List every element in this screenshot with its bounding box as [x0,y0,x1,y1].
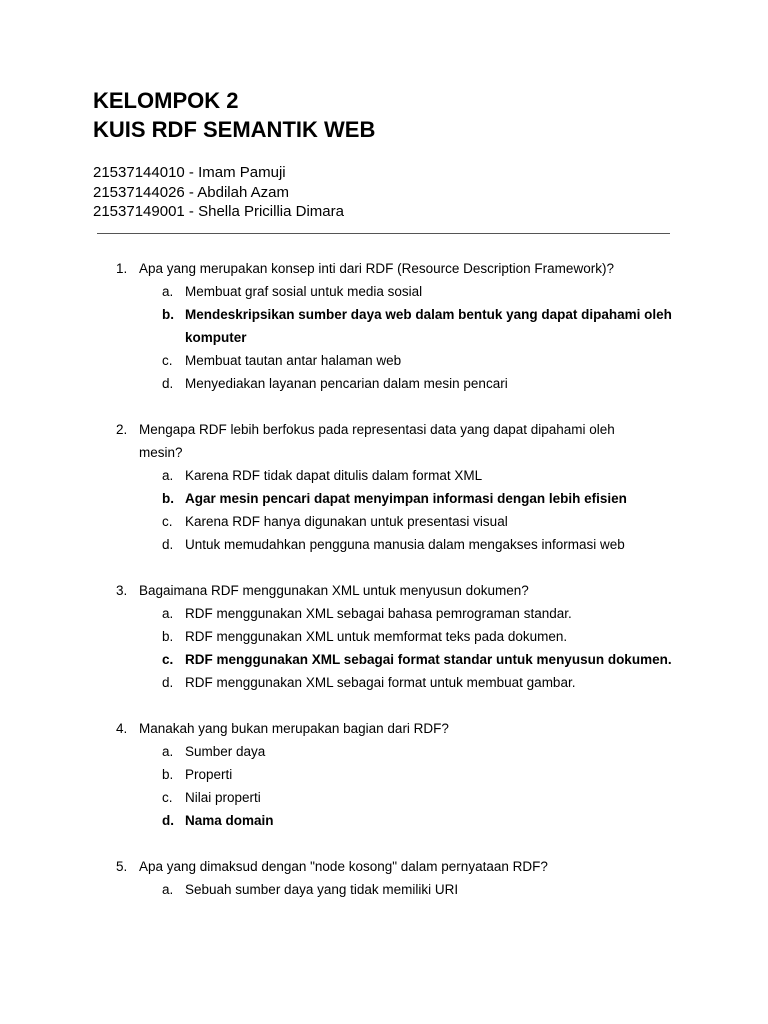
option-text: Properti [185,767,233,782]
member-item: 21537149001 - Shella Pricillia Dimara [93,203,344,220]
answer-options [0,464,768,556]
option-text: Mendeskripsikan sumber daya web dalam bentuk yang dapat dipahami oleh komputer [185,307,672,345]
horizontal-divider [97,233,670,234]
question-number: 5. [116,859,128,874]
option-text: Nama domain [185,813,274,828]
answer-option [162,786,675,809]
option-text: Nilai properti [185,790,261,805]
option-text: Sumber daya [185,744,266,759]
option-letter: d. [162,813,174,828]
answer-options [0,878,768,901]
question-number: 1. [116,261,128,276]
member-item: 21537144010 - Imam Pamuji [93,164,286,181]
option-letter: c. [162,514,173,529]
question-2 [0,418,768,556]
document-title [93,86,375,144]
option-letter: b. [162,491,174,506]
question-text: Bagaimana RDF menggunakan XML untuk menyusun dokumen? [139,583,529,598]
option-letter: a. [162,284,174,299]
answer-option [162,625,675,648]
question-number: 4. [116,721,128,736]
question-text: Apa yang merupakan konsep inti dari RDF (Resource Description Framework)? [139,261,614,276]
question-list [0,257,768,924]
option-text: Membuat tautan antar halaman web [185,353,402,368]
option-letter: d. [162,376,174,391]
answer-option-correct [162,303,675,349]
option-letter: b. [162,629,174,644]
answer-option-correct [162,809,675,832]
answer-option [162,349,675,372]
answer-option [162,280,675,303]
option-letter: a. [162,468,174,483]
option-text: Untuk memudahkan pengguna manusia dalam mengakses informasi web [185,537,625,552]
option-text: RDF menggunakan XML untuk memformat teks pada dokumen. [185,629,568,644]
member-list [93,163,344,222]
option-letter: d. [162,537,174,552]
title-group: KELOMPOK 2 [93,88,239,113]
answer-options [0,280,768,395]
answer-options [0,740,768,832]
question-text: Manakah yang bukan merupakan bagian dari RDF? [139,721,449,736]
question-4 [0,717,768,832]
answer-option [162,740,675,763]
answer-option [162,464,675,487]
option-letter: a. [162,744,174,759]
option-letter: a. [162,882,174,897]
option-text: Karena RDF tidak dapat ditulis dalam format XML [185,468,483,483]
answer-option [162,763,675,786]
answer-option-correct [162,648,675,671]
answer-option [162,602,675,625]
option-letter: d. [162,675,174,690]
answer-options [0,602,768,694]
option-text: Membuat graf sosial untuk media sosial [185,284,423,299]
option-text: RDF menggunakan XML sebagai format standar untuk menyusun dokumen. [185,652,672,667]
option-text: RDF menggunakan XML sebagai format untuk membuat gambar. [185,675,576,690]
option-letter: b. [162,307,174,322]
option-letter: c. [162,652,174,667]
question-text: Mengapa RDF lebih berfokus pada representasi data yang dapat dipahami oleh mesin? [139,422,615,460]
option-text: Sebuah sumber daya yang tidak memiliki URI [185,882,459,897]
question-number: 2. [116,422,128,437]
question-1 [0,257,768,395]
answer-option [162,533,675,556]
option-letter: c. [162,353,173,368]
answer-option [162,372,675,395]
question-3 [0,579,768,694]
option-letter: a. [162,606,174,621]
option-text: Menyediakan layanan pencarian dalam mesin pencari [185,376,508,391]
title-quiz: KUIS RDF SEMANTIK WEB [93,117,376,142]
answer-option [162,671,675,694]
question-number: 3. [116,583,128,598]
question-text: Apa yang dimaksud dengan "node kosong" dalam pernyataan RDF? [139,859,548,874]
option-letter: c. [162,790,173,805]
answer-option-correct [162,487,675,510]
option-text: RDF menggunakan XML sebagai bahasa pemrograman standar. [185,606,572,621]
option-text: Karena RDF hanya digunakan untuk presentasi visual [185,514,508,529]
option-letter: b. [162,767,174,782]
option-text: Agar mesin pencari dapat menyimpan informasi dengan lebih efisien [185,491,627,506]
answer-option [162,510,675,533]
question-5 [0,855,768,901]
member-item: 21537144026 - Abdilah Azam [93,183,289,201]
answer-option [162,878,675,901]
